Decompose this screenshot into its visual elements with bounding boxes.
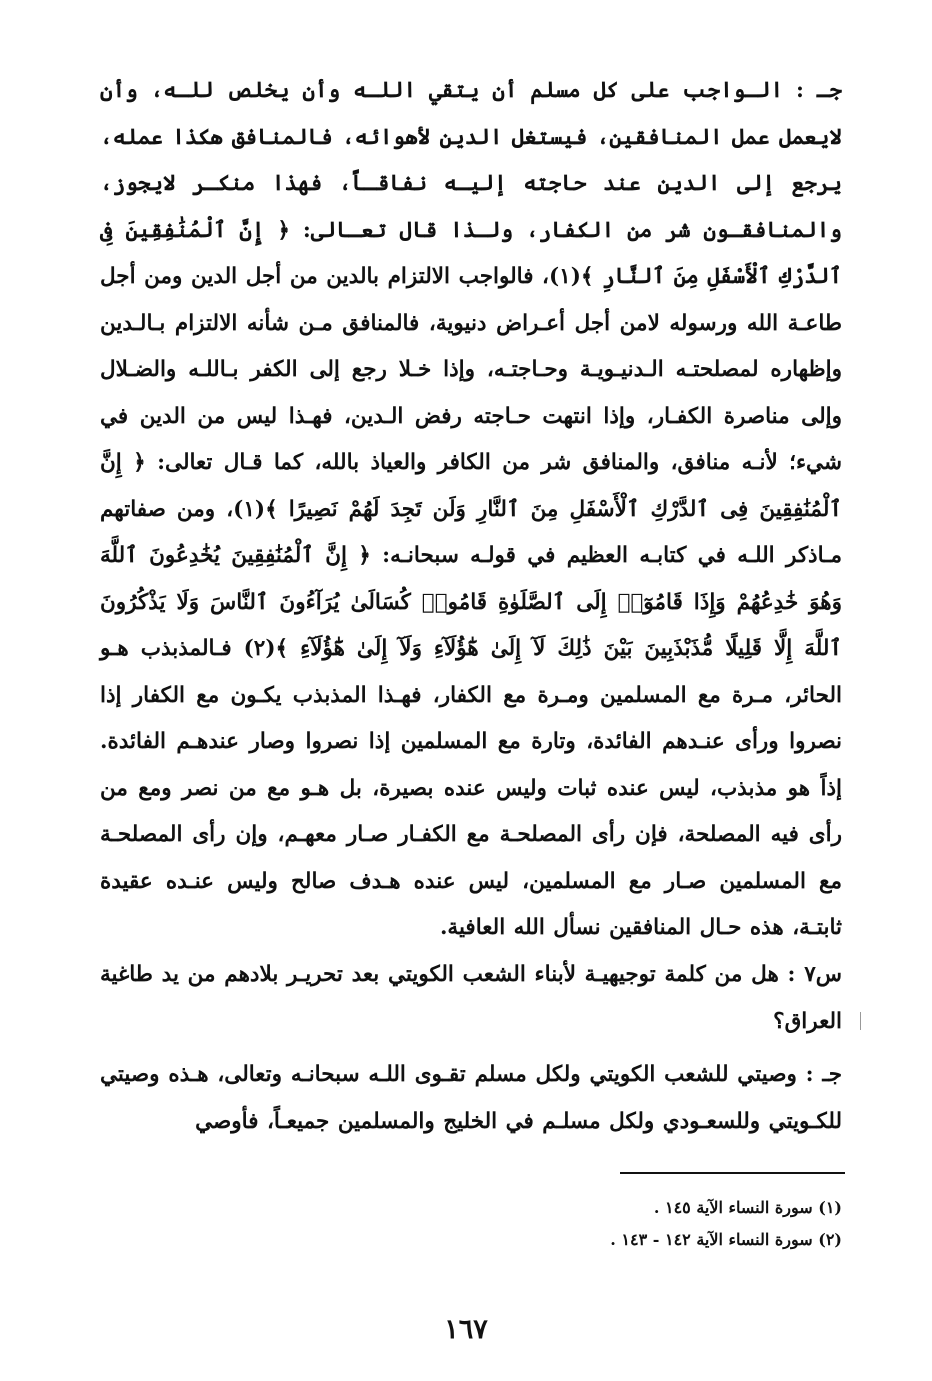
- answer-paragraph-advice: [100, 1052, 842, 1145]
- margin-mark: [860, 1012, 861, 1030]
- paragraph-text: س٧ : هل من كلمة توجيهيـة لأبناء الشعب الكويتي بعد تحريـر بلادهم من يد طاغية العراق؟: [100, 962, 842, 1034]
- paragraph-text: جـ : وصيتي للشعب الكويتي ولكل مسلم تقـوى اللـه سبحانـه وتعالى، هـذه وصيتي للكـويتي وللسعـودي ولكل مسلـم في الخليج والمسلمين جميعـاً، فأوصي: [100, 1062, 842, 1134]
- question-paragraph-kuwait: [100, 952, 842, 1045]
- page-number: ١٦٧: [444, 1314, 488, 1345]
- footnotes: [300, 1192, 842, 1256]
- footnote-2: (٢) سورة النساء الآية ١٤٢ - ١٤٣ .: [610, 1230, 842, 1249]
- answer-paragraph-hypocrites: [100, 68, 842, 952]
- paragraph-text: جـ : الـواجب على كل مسلم أن يتقي اللـه وأن يخلص للـه، وأن لايعمل عمل المنافقين، فيستغل الدين لأهوائه، فالمنافق هكذا عمله، يرجع إلى الدين عند حاجته إليـه نفاقـاً، فهذا منكـر لايجوز، والمنافقـون شر من الكفار، ولـذا قال تعـالى: ﴿ إِنَّ ٱلْمُنَٰفِقِينَ فِى ٱلدَّرْكِ ٱلْأَسْفَلِ مِنَ ٱلنَّارِ ﴾(١)، فالواجب الالتزام بالدين من أجل الدين ومن أجل طاعـة الله ورسوله لامن أجل أعـراض دنيوية، فالمنافق مـن شأنه الالتزام بـالـدين وإظهاره لمصلحتـه الـدنيـويـة وحـاجتـه، وإذا خـلا رجع إلى الكفر بـاللـه والضـلال وإلى مناصرة الكفـار، وإذا انتهت حـاجته رفض الـدين، فهـذا ليس من الدين في شيء؛ لأنـه منافق، والمنافق شر من الكافر والعياذ بالله، كما قـال تعالى: ﴿ إِنَّ ٱلْمُنَٰفِقِينَ فِى ٱلدَّرْكِ ٱلْأَسْفَلِ مِنَ ٱلنَّارِ وَلَن تَجِدَ لَهُمْ نَصِيرًا ﴾(١)، ومن صفاتهم مـاذكر اللـه في كتابـه العظيم في قولـه سبحانـه: ﴿ إِنَّ ٱلْمُنَٰفِقِينَ يُخَٰدِعُونَ ٱللَّهَ وَهُوَ خَٰدِعُهُمْ وَإِذَا قَامُوٓا۟ إِلَى ٱلصَّلَوٰةِ قَامُوا۟ كُسَالَىٰ يُرَآءُونَ ٱلنَّاسَ وَلَا يَذْكُرُونَ ٱللَّهَ إِلَّا قَلِيلًا مُّذَبْذَبِينَ بَيْنَ ذَٰلِكَ لَآ إِلَىٰ هَٰٓؤُلَآءِ وَلَآ إِلَىٰ هَٰٓؤُلَآءِ ﴾(٢) فـالمذبذب هـو الحائر، مـرة مع المسلمين ومـرة مع الكفار، فهـذا المذبذب يكـون مع الكفار إذا نصروا ورأى عنـدهم الفائدة، وتارة مع المسلمين إذا نصروا وصار عندهـم الفائدة. إذاً هو مذبذب، ليس عنده ثبات وليس عنده بصيرة، بل هـو مع من نصر ومع من رأى فيه المصلحة، فإن رأى المصلحـة مع الكفـار صـار معهـم، وإن رأى المصلحـة مع المسلمين صـار مع المسلمين، ليس عنده هـدف صالح وليس عنـده عقيدة ثابتـة، هذه حـال المنافقين نسأل الله العافية.: [100, 78, 843, 940]
- footnote-divider: [620, 1172, 845, 1174]
- footnote-1: (١) سورة النساء الآية ١٤٥ .: [653, 1198, 842, 1217]
